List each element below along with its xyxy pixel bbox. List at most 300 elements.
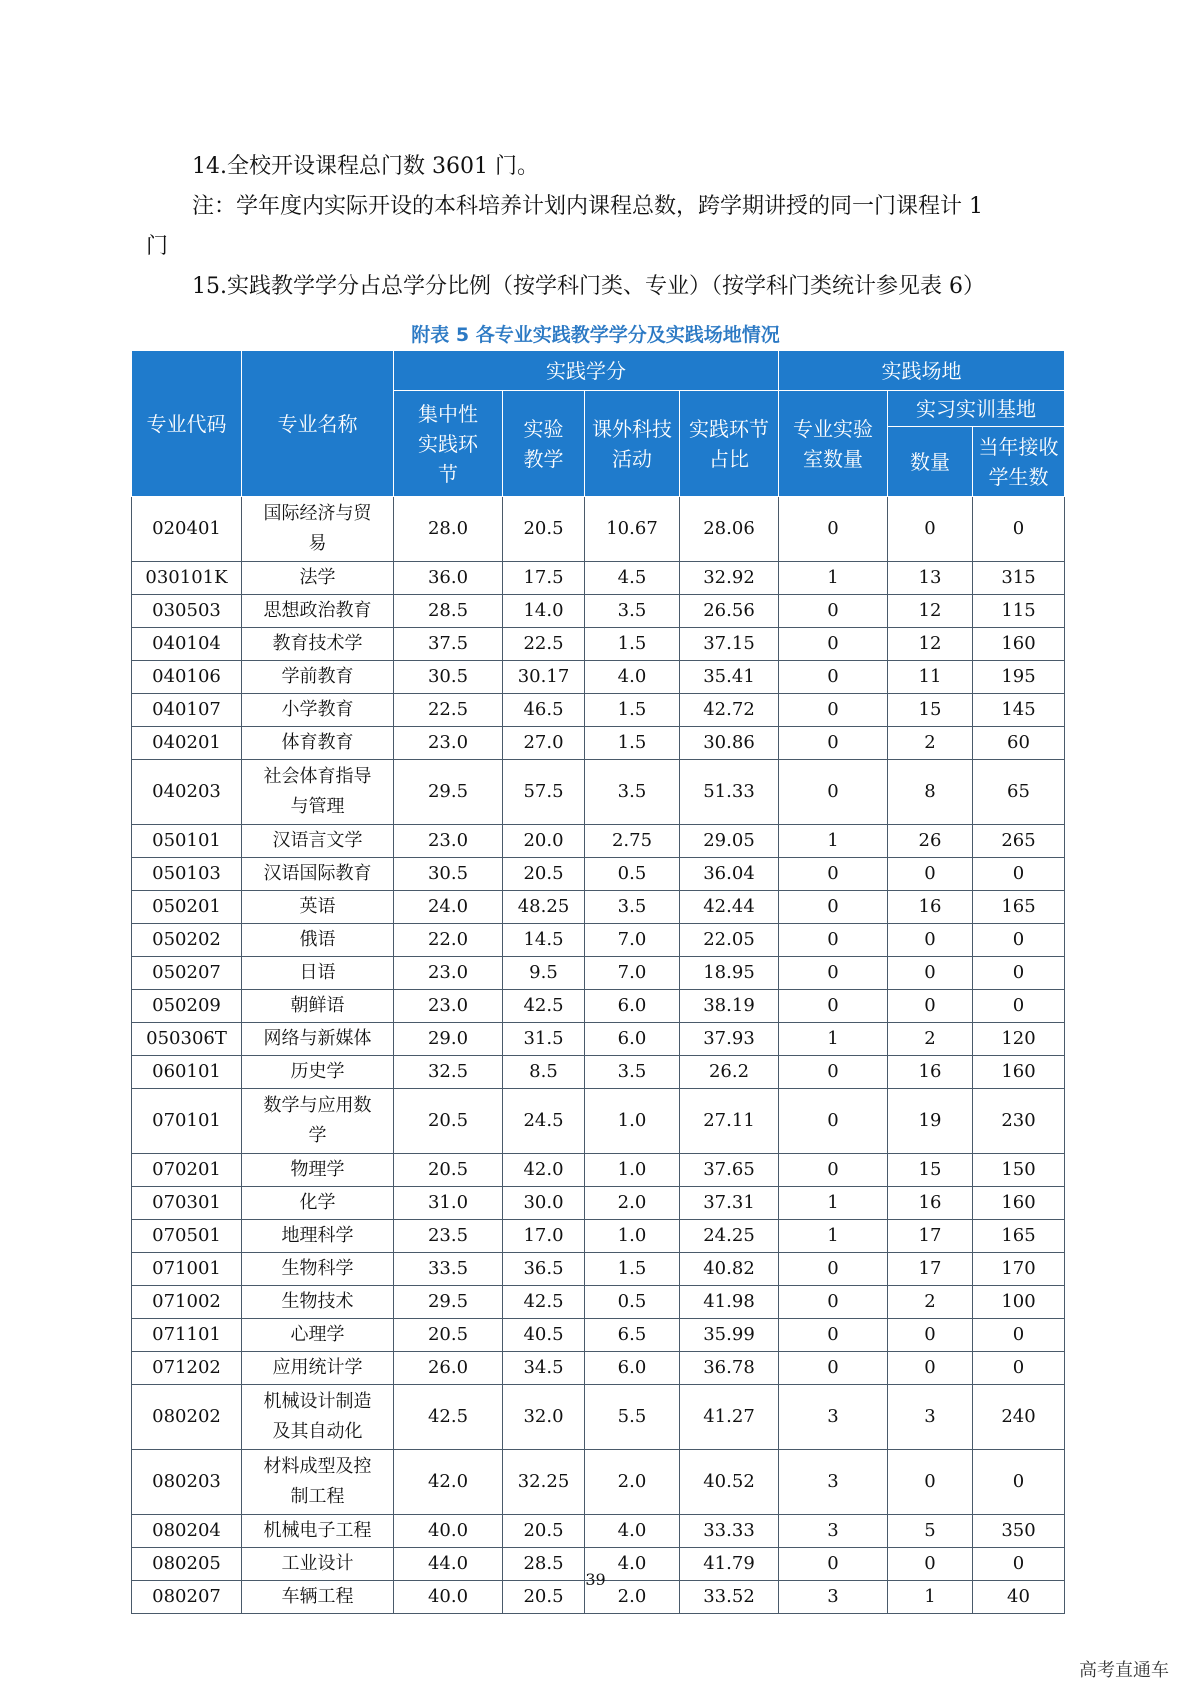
cell-experiment: 42.5 xyxy=(503,990,585,1023)
cell-labs: 0 xyxy=(779,858,888,891)
cell-base-count: 17 xyxy=(888,1220,973,1253)
cell-name: 车辆工程 xyxy=(242,1581,394,1614)
cell-extracurricular: 4.0 xyxy=(585,661,680,694)
cell-students: 0 xyxy=(973,990,1065,1023)
cell-concentrated: 40.0 xyxy=(394,1581,503,1614)
cell-code: 050201 xyxy=(132,891,242,924)
cell-name: 机械设计制造及其自动化 xyxy=(242,1385,394,1450)
cell-code: 060101 xyxy=(132,1056,242,1089)
cell-concentrated: 30.5 xyxy=(394,858,503,891)
table-row xyxy=(132,1220,1065,1253)
cell-labs: 3 xyxy=(779,1581,888,1614)
cell-labs: 0 xyxy=(779,595,888,628)
cell-students: 160 xyxy=(973,1056,1065,1089)
cell-name: 生物技术 xyxy=(242,1286,394,1319)
table-row xyxy=(132,858,1065,891)
cell-name: 法学 xyxy=(242,562,394,595)
cell-code: 030503 xyxy=(132,595,242,628)
cell-students: 100 xyxy=(973,1286,1065,1319)
cell-experiment: 20.0 xyxy=(503,825,585,858)
cell-code: 040104 xyxy=(132,628,242,661)
cell-code: 071202 xyxy=(132,1352,242,1385)
cell-code: 040106 xyxy=(132,661,242,694)
cell-labs: 3 xyxy=(779,1385,888,1450)
cell-experiment: 57.5 xyxy=(503,760,585,825)
cell-code: 071001 xyxy=(132,1253,242,1286)
cell-base-count: 0 xyxy=(888,1352,973,1385)
cell-students: 240 xyxy=(973,1385,1065,1450)
cell-extracurricular: 4.0 xyxy=(585,1548,680,1581)
cell-base-count: 19 xyxy=(888,1089,973,1154)
cell-experiment: 20.5 xyxy=(503,1581,585,1614)
cell-code: 071002 xyxy=(132,1286,242,1319)
cell-students: 145 xyxy=(973,694,1065,727)
cell-base-count: 16 xyxy=(888,1187,973,1220)
cell-name: 物理学 xyxy=(242,1154,394,1187)
cell-extracurricular: 1.0 xyxy=(585,1220,680,1253)
cell-base-count: 2 xyxy=(888,727,973,760)
cell-ratio: 37.15 xyxy=(680,628,779,661)
cell-extracurricular: 2.0 xyxy=(585,1581,680,1614)
cell-code: 070301 xyxy=(132,1187,242,1220)
cell-ratio: 51.33 xyxy=(680,760,779,825)
cell-code: 050101 xyxy=(132,825,242,858)
cell-extracurricular: 3.5 xyxy=(585,1056,680,1089)
cell-students: 315 xyxy=(973,562,1065,595)
cell-base-count: 0 xyxy=(888,858,973,891)
cell-ratio: 24.25 xyxy=(680,1220,779,1253)
cell-ratio: 42.72 xyxy=(680,694,779,727)
cell-base-count: 8 xyxy=(888,760,973,825)
cell-ratio: 29.05 xyxy=(680,825,779,858)
cell-concentrated: 23.0 xyxy=(394,825,503,858)
cell-code: 040107 xyxy=(132,694,242,727)
cell-ratio: 41.27 xyxy=(680,1385,779,1450)
header-ratio: 实践环节占比 xyxy=(680,391,779,497)
cell-labs: 0 xyxy=(779,760,888,825)
cell-extracurricular: 6.5 xyxy=(585,1319,680,1352)
header-experiment: 实验教学 xyxy=(503,391,585,497)
cell-name: 地理科学 xyxy=(242,1220,394,1253)
cell-labs: 0 xyxy=(779,1319,888,1352)
cell-concentrated: 42.5 xyxy=(394,1385,503,1450)
page-number: 39 xyxy=(585,1570,606,1589)
cell-experiment: 8.5 xyxy=(503,1056,585,1089)
cell-students: 0 xyxy=(973,957,1065,990)
cell-name: 小学教育 xyxy=(242,694,394,727)
cell-concentrated: 20.5 xyxy=(394,1319,503,1352)
cell-experiment: 20.5 xyxy=(503,1515,585,1548)
cell-ratio: 30.86 xyxy=(680,727,779,760)
cell-extracurricular: 2.0 xyxy=(585,1187,680,1220)
table-row xyxy=(132,1385,1065,1450)
table-row xyxy=(132,1286,1065,1319)
cell-name: 汉语言文学 xyxy=(242,825,394,858)
cell-code: 080205 xyxy=(132,1548,242,1581)
cell-concentrated: 33.5 xyxy=(394,1253,503,1286)
header-venue-group: 实践场地 xyxy=(779,351,1065,391)
cell-labs: 1 xyxy=(779,1220,888,1253)
cell-name: 历史学 xyxy=(242,1056,394,1089)
cell-base-count: 12 xyxy=(888,595,973,628)
cell-extracurricular: 5.5 xyxy=(585,1385,680,1450)
table-row xyxy=(132,990,1065,1023)
cell-labs: 0 xyxy=(779,1154,888,1187)
paragraph-practice-ratio: 15.实践教学学分占总学分比例（按学科门类、专业）（按学科门类统计参见表 6） xyxy=(192,274,985,299)
cell-name: 国际经济与贸易 xyxy=(242,497,394,562)
header-base-group: 实习实训基地 xyxy=(888,391,1065,427)
header-concentrated: 集中性实践环节 xyxy=(394,391,503,497)
cell-students: 160 xyxy=(973,1187,1065,1220)
cell-students: 0 xyxy=(973,1548,1065,1581)
table-row xyxy=(132,628,1065,661)
cell-base-count: 2 xyxy=(888,1286,973,1319)
cell-ratio: 18.95 xyxy=(680,957,779,990)
header-credits-group: 实践学分 xyxy=(394,351,779,391)
cell-experiment: 34.5 xyxy=(503,1352,585,1385)
cell-extracurricular: 6.0 xyxy=(585,990,680,1023)
table-caption: 附表 5 各专业实践教学学分及实践场地情况 xyxy=(411,324,780,346)
cell-students: 170 xyxy=(973,1253,1065,1286)
cell-labs: 3 xyxy=(779,1450,888,1515)
cell-ratio: 37.93 xyxy=(680,1023,779,1056)
cell-labs: 1 xyxy=(779,1187,888,1220)
cell-code: 080207 xyxy=(132,1581,242,1614)
cell-extracurricular: 2.75 xyxy=(585,825,680,858)
table-row xyxy=(132,1450,1065,1515)
cell-labs: 3 xyxy=(779,1515,888,1548)
cell-concentrated: 20.5 xyxy=(394,1154,503,1187)
cell-labs: 0 xyxy=(779,891,888,924)
cell-ratio: 28.06 xyxy=(680,497,779,562)
cell-extracurricular: 1.5 xyxy=(585,694,680,727)
cell-base-count: 0 xyxy=(888,957,973,990)
cell-labs: 0 xyxy=(779,661,888,694)
cell-students: 350 xyxy=(973,1515,1065,1548)
cell-students: 165 xyxy=(973,891,1065,924)
table-row xyxy=(132,957,1065,990)
cell-labs: 0 xyxy=(779,1253,888,1286)
cell-code: 050103 xyxy=(132,858,242,891)
cell-labs: 0 xyxy=(779,1352,888,1385)
cell-name: 教育技术学 xyxy=(242,628,394,661)
cell-base-count: 17 xyxy=(888,1253,973,1286)
table-row xyxy=(132,1056,1065,1089)
cell-students: 0 xyxy=(973,858,1065,891)
table-row xyxy=(132,1253,1065,1286)
paragraph-total-courses: 14.全校开设课程总门数 3601 门。 xyxy=(192,154,539,179)
cell-code: 040201 xyxy=(132,727,242,760)
table-row xyxy=(132,1154,1065,1187)
cell-concentrated: 22.5 xyxy=(394,694,503,727)
cell-code: 020401 xyxy=(132,497,242,562)
cell-base-count: 0 xyxy=(888,924,973,957)
cell-ratio: 33.33 xyxy=(680,1515,779,1548)
cell-base-count: 16 xyxy=(888,1056,973,1089)
cell-students: 0 xyxy=(973,1352,1065,1385)
cell-code: 050202 xyxy=(132,924,242,957)
cell-name: 汉语国际教育 xyxy=(242,858,394,891)
cell-concentrated: 36.0 xyxy=(394,562,503,595)
cell-ratio: 40.52 xyxy=(680,1450,779,1515)
cell-base-count: 0 xyxy=(888,497,973,562)
cell-code: 050207 xyxy=(132,957,242,990)
cell-concentrated: 44.0 xyxy=(394,1548,503,1581)
cell-extracurricular: 0.5 xyxy=(585,1286,680,1319)
cell-name: 日语 xyxy=(242,957,394,990)
cell-base-count: 1 xyxy=(888,1581,973,1614)
cell-concentrated: 23.0 xyxy=(394,990,503,1023)
cell-name: 化学 xyxy=(242,1187,394,1220)
cell-experiment: 20.5 xyxy=(503,858,585,891)
cell-code: 050209 xyxy=(132,990,242,1023)
cell-concentrated: 32.5 xyxy=(394,1056,503,1089)
cell-concentrated: 42.0 xyxy=(394,1450,503,1515)
cell-experiment: 32.0 xyxy=(503,1385,585,1450)
cell-concentrated: 28.0 xyxy=(394,497,503,562)
cell-ratio: 22.05 xyxy=(680,924,779,957)
cell-extracurricular: 7.0 xyxy=(585,924,680,957)
cell-students: 40 xyxy=(973,1581,1065,1614)
cell-ratio: 32.92 xyxy=(680,562,779,595)
cell-students: 65 xyxy=(973,760,1065,825)
cell-labs: 0 xyxy=(779,1056,888,1089)
cell-experiment: 31.5 xyxy=(503,1023,585,1056)
cell-ratio: 36.78 xyxy=(680,1352,779,1385)
cell-experiment: 17.5 xyxy=(503,562,585,595)
cell-extracurricular: 3.5 xyxy=(585,891,680,924)
cell-labs: 1 xyxy=(779,562,888,595)
cell-labs: 0 xyxy=(779,694,888,727)
cell-extracurricular: 3.5 xyxy=(585,595,680,628)
cell-students: 0 xyxy=(973,1450,1065,1515)
cell-ratio: 35.99 xyxy=(680,1319,779,1352)
cell-name: 心理学 xyxy=(242,1319,394,1352)
cell-concentrated: 23.0 xyxy=(394,727,503,760)
cell-name: 应用统计学 xyxy=(242,1352,394,1385)
cell-labs: 0 xyxy=(779,628,888,661)
cell-students: 0 xyxy=(973,497,1065,562)
cell-concentrated: 23.5 xyxy=(394,1220,503,1253)
cell-students: 120 xyxy=(973,1023,1065,1056)
cell-extracurricular: 1.0 xyxy=(585,1154,680,1187)
watermark: 高考直通车 xyxy=(1079,1660,1169,1681)
cell-extracurricular: 1.0 xyxy=(585,1089,680,1154)
cell-experiment: 36.5 xyxy=(503,1253,585,1286)
cell-name: 数学与应用数学 xyxy=(242,1089,394,1154)
header-name: 专业名称 xyxy=(242,351,394,497)
cell-ratio: 33.52 xyxy=(680,1581,779,1614)
table-row xyxy=(132,1089,1065,1154)
cell-base-count: 13 xyxy=(888,562,973,595)
cell-extracurricular: 2.0 xyxy=(585,1450,680,1515)
cell-ratio: 41.79 xyxy=(680,1548,779,1581)
cell-experiment: 14.0 xyxy=(503,595,585,628)
cell-base-count: 2 xyxy=(888,1023,973,1056)
cell-extracurricular: 7.0 xyxy=(585,957,680,990)
cell-extracurricular: 1.5 xyxy=(585,628,680,661)
table-row xyxy=(132,595,1065,628)
cell-students: 160 xyxy=(973,628,1065,661)
cell-ratio: 42.44 xyxy=(680,891,779,924)
cell-ratio: 26.2 xyxy=(680,1056,779,1089)
cell-experiment: 17.0 xyxy=(503,1220,585,1253)
cell-ratio: 35.41 xyxy=(680,661,779,694)
cell-concentrated: 23.0 xyxy=(394,957,503,990)
cell-code: 080204 xyxy=(132,1515,242,1548)
table-row xyxy=(132,1515,1065,1548)
cell-concentrated: 31.0 xyxy=(394,1187,503,1220)
cell-experiment: 42.5 xyxy=(503,1286,585,1319)
table-row xyxy=(132,1352,1065,1385)
cell-experiment: 40.5 xyxy=(503,1319,585,1352)
cell-base-count: 3 xyxy=(888,1385,973,1450)
cell-labs: 0 xyxy=(779,957,888,990)
cell-base-count: 26 xyxy=(888,825,973,858)
cell-code: 050306T xyxy=(132,1023,242,1056)
table-row xyxy=(132,760,1065,825)
header-code: 专业代码 xyxy=(132,351,242,497)
cell-concentrated: 20.5 xyxy=(394,1089,503,1154)
cell-experiment: 9.5 xyxy=(503,957,585,990)
table-row xyxy=(132,497,1065,562)
cell-name: 思想政治教育 xyxy=(242,595,394,628)
cell-extracurricular: 6.0 xyxy=(585,1023,680,1056)
cell-experiment: 22.5 xyxy=(503,628,585,661)
cell-name: 朝鲜语 xyxy=(242,990,394,1023)
cell-ratio: 40.82 xyxy=(680,1253,779,1286)
cell-students: 150 xyxy=(973,1154,1065,1187)
cell-ratio: 41.98 xyxy=(680,1286,779,1319)
cell-concentrated: 24.0 xyxy=(394,891,503,924)
cell-extracurricular: 0.5 xyxy=(585,858,680,891)
cell-students: 0 xyxy=(973,1319,1065,1352)
cell-students: 60 xyxy=(973,727,1065,760)
header-base-count: 数量 xyxy=(888,427,973,497)
cell-name: 网络与新媒体 xyxy=(242,1023,394,1056)
cell-name: 机械电子工程 xyxy=(242,1515,394,1548)
cell-extracurricular: 1.5 xyxy=(585,727,680,760)
cell-experiment: 48.25 xyxy=(503,891,585,924)
header-labs: 专业实验室数量 xyxy=(779,391,888,497)
cell-base-count: 0 xyxy=(888,1450,973,1515)
cell-concentrated: 40.0 xyxy=(394,1515,503,1548)
table-row xyxy=(132,727,1065,760)
cell-concentrated: 22.0 xyxy=(394,924,503,957)
cell-ratio: 36.04 xyxy=(680,858,779,891)
table-row xyxy=(132,1319,1065,1352)
cell-experiment: 27.0 xyxy=(503,727,585,760)
cell-experiment: 32.25 xyxy=(503,1450,585,1515)
cell-extracurricular: 6.0 xyxy=(585,1352,680,1385)
cell-base-count: 5 xyxy=(888,1515,973,1548)
cell-code: 070101 xyxy=(132,1089,242,1154)
cell-code: 070501 xyxy=(132,1220,242,1253)
cell-concentrated: 37.5 xyxy=(394,628,503,661)
cell-labs: 0 xyxy=(779,1548,888,1581)
cell-code: 030101K xyxy=(132,562,242,595)
cell-concentrated: 30.5 xyxy=(394,661,503,694)
table-row xyxy=(132,661,1065,694)
cell-experiment: 30.0 xyxy=(503,1187,585,1220)
cell-name: 体育教育 xyxy=(242,727,394,760)
note-line-1: 注：学年度内实际开设的本科培养计划内课程总数，跨学期讲授的同一门课程计 1 xyxy=(192,194,983,219)
cell-name: 材料成型及控制工程 xyxy=(242,1450,394,1515)
cell-name: 英语 xyxy=(242,891,394,924)
cell-extracurricular: 1.5 xyxy=(585,1253,680,1286)
cell-code: 070201 xyxy=(132,1154,242,1187)
practice-credits-table xyxy=(131,350,1065,1614)
cell-name: 工业设计 xyxy=(242,1548,394,1581)
cell-concentrated: 26.0 xyxy=(394,1352,503,1385)
cell-experiment: 46.5 xyxy=(503,694,585,727)
table-body xyxy=(132,497,1065,1614)
cell-base-count: 16 xyxy=(888,891,973,924)
cell-labs: 0 xyxy=(779,1089,888,1154)
cell-students: 115 xyxy=(973,595,1065,628)
cell-experiment: 20.5 xyxy=(503,497,585,562)
cell-experiment: 14.5 xyxy=(503,924,585,957)
table-row xyxy=(132,1023,1065,1056)
cell-base-count: 12 xyxy=(888,628,973,661)
cell-base-count: 11 xyxy=(888,661,973,694)
cell-ratio: 37.65 xyxy=(680,1154,779,1187)
cell-ratio: 38.19 xyxy=(680,990,779,1023)
cell-ratio: 37.31 xyxy=(680,1187,779,1220)
table-row xyxy=(132,891,1065,924)
cell-name: 社会体育指导与管理 xyxy=(242,760,394,825)
cell-base-count: 15 xyxy=(888,1154,973,1187)
cell-concentrated: 29.5 xyxy=(394,1286,503,1319)
cell-labs: 0 xyxy=(779,990,888,1023)
cell-labs: 0 xyxy=(779,727,888,760)
cell-base-count: 15 xyxy=(888,694,973,727)
table-row xyxy=(132,924,1065,957)
cell-extracurricular: 4.5 xyxy=(585,562,680,595)
cell-labs: 1 xyxy=(779,825,888,858)
cell-concentrated: 29.0 xyxy=(394,1023,503,1056)
cell-concentrated: 28.5 xyxy=(394,595,503,628)
cell-ratio: 26.56 xyxy=(680,595,779,628)
header-extracurricular: 课外科技活动 xyxy=(585,391,680,497)
cell-code: 040203 xyxy=(132,760,242,825)
cell-concentrated: 29.5 xyxy=(394,760,503,825)
header-students: 当年接收学生数 xyxy=(973,427,1065,497)
cell-labs: 0 xyxy=(779,1286,888,1319)
cell-students: 195 xyxy=(973,661,1065,694)
cell-labs: 0 xyxy=(779,497,888,562)
cell-extracurricular: 10.67 xyxy=(585,497,680,562)
cell-name: 学前教育 xyxy=(242,661,394,694)
note-line-2: 门 xyxy=(146,234,169,259)
cell-students: 0 xyxy=(973,924,1065,957)
cell-extracurricular: 4.0 xyxy=(585,1515,680,1548)
cell-extracurricular: 3.5 xyxy=(585,760,680,825)
cell-ratio: 27.11 xyxy=(680,1089,779,1154)
cell-experiment: 28.5 xyxy=(503,1548,585,1581)
cell-name: 俄语 xyxy=(242,924,394,957)
cell-base-count: 0 xyxy=(888,990,973,1023)
cell-experiment: 42.0 xyxy=(503,1154,585,1187)
table-row xyxy=(132,1187,1065,1220)
cell-base-count: 0 xyxy=(888,1319,973,1352)
table-row xyxy=(132,694,1065,727)
cell-labs: 0 xyxy=(779,924,888,957)
cell-students: 165 xyxy=(973,1220,1065,1253)
table-row xyxy=(132,825,1065,858)
table-row xyxy=(132,562,1065,595)
cell-experiment: 30.17 xyxy=(503,661,585,694)
